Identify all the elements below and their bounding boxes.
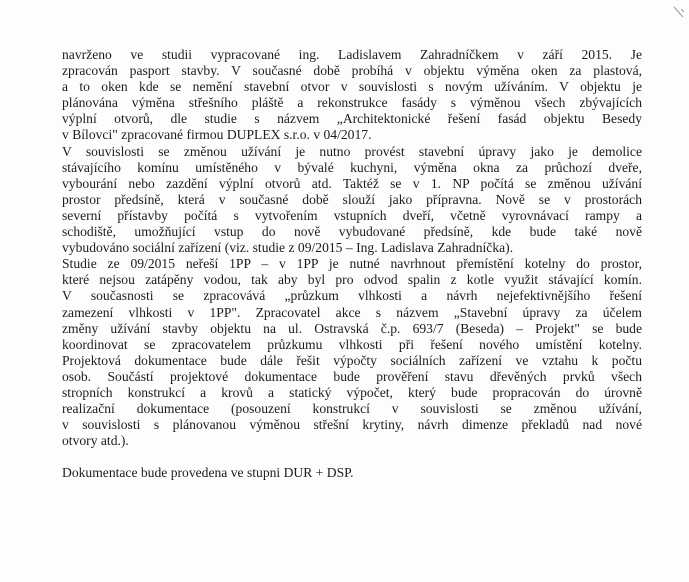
text-line: a to oken kde se nemění stavební otvor v souvislosti s novým užíváním. V objektu je — [62, 79, 642, 95]
corner-mark — [672, 6, 686, 20]
text-line: koordinovat se zpracovatelem průzkumu vlhkosti při řešení nového umístění kotelny. — [62, 336, 642, 352]
text-line: stropních konstrukcí a krovů a statický výpočet, který bude propracován do úrovně — [62, 384, 642, 400]
text-line: změny užívání stavby objektu na ul. Ostravská č.p. 693/7 (Beseda) – Projekt" se bude — [62, 320, 642, 336]
text-line: Projektová dokumentace bude dále řešit výpočty sociálních zařízení ve vztahu k počtu — [62, 352, 642, 368]
text-line: V současnosti se zpracovává „průzkum vlhkosti a návrh nejefektivnějšího řešení — [62, 288, 642, 304]
text-line: realizační dokumentace (posouzení konstrukcí v souvislosti se změnou užívání, — [62, 401, 642, 417]
text-line: vybourání nebo zazdění výplní otvorů atd. Taktéž se v 1. NP počítá se změnou užívání — [62, 175, 642, 191]
text-line: severní přístavby počítá s vytvořením vstupních dveří, včetně vyrovnávací rampy a — [62, 207, 642, 223]
text-line: vybudováno sociální zařízení (viz. studie z 09/2015 – Ing. Ladislava Zahradníčka). — [62, 240, 514, 256]
text-line: výplní otvorů, dle studie s názvem „Architektonické řešení fasád objektu Besedy — [62, 111, 642, 127]
paragraph-gap — [62, 449, 642, 465]
text-line: zpracován pasport stavby. V současné době probíhá v objektu výměna oken za plastová, — [62, 63, 642, 79]
text-line: V souvislosti se změnou užívání je nutno provést stavební úpravy jako je demolice — [62, 143, 642, 159]
text-line: které nejsou zatápěny vodou, tak aby byl pro odvod spalin z kotle využit stávající komín. — [62, 272, 642, 288]
text-line: v souvislosti s plánovanou výměnou střešní krytiny, návrh dimenze překladů nad nové — [62, 417, 642, 433]
text-line: prostor předsíně, která v současné době slouží jako přípravna. Nově se v prostorách — [62, 191, 642, 207]
text-line: v Bílovci" zpracované firmou DUPLEX s.r.o. v 04/2017. — [62, 127, 372, 143]
text-line: navrženo ve studii vypracované ing. Ladislavem Zahradníčkem v září 2015. Je — [62, 47, 642, 62]
text-line: osob. Součástí projektové dokumentace bude prověření stavu dřevěných prvků všech — [62, 368, 642, 384]
document-body — [62, 47, 642, 481]
text-line: otvory atd.). — [62, 433, 129, 449]
text-line: Studie ze 09/2015 neřeší 1PP – v 1PP je nutné navrhnout přemístění kotelny do prostor, — [62, 256, 642, 272]
text-line: plánována výměna střešního pláště a rekonstrukce fasády s výměnou všech zbývajících — [62, 95, 642, 111]
closing-line: Dokumentace bude provedena ve stupni DUR + DSP. — [62, 465, 354, 481]
text-line: stávajícího komínu umístěného v bývalé kuchyni, výměna okna za průchozí dveře, — [62, 159, 642, 175]
text-line: schodiště, umožňující vstup do nově vybudované předsíně, kde bude také nově — [62, 224, 642, 240]
text-line: zamezení vlhkosti v 1PP". Zpracovatel akce s názvem „Stavební úpravy za účelem — [62, 304, 642, 320]
